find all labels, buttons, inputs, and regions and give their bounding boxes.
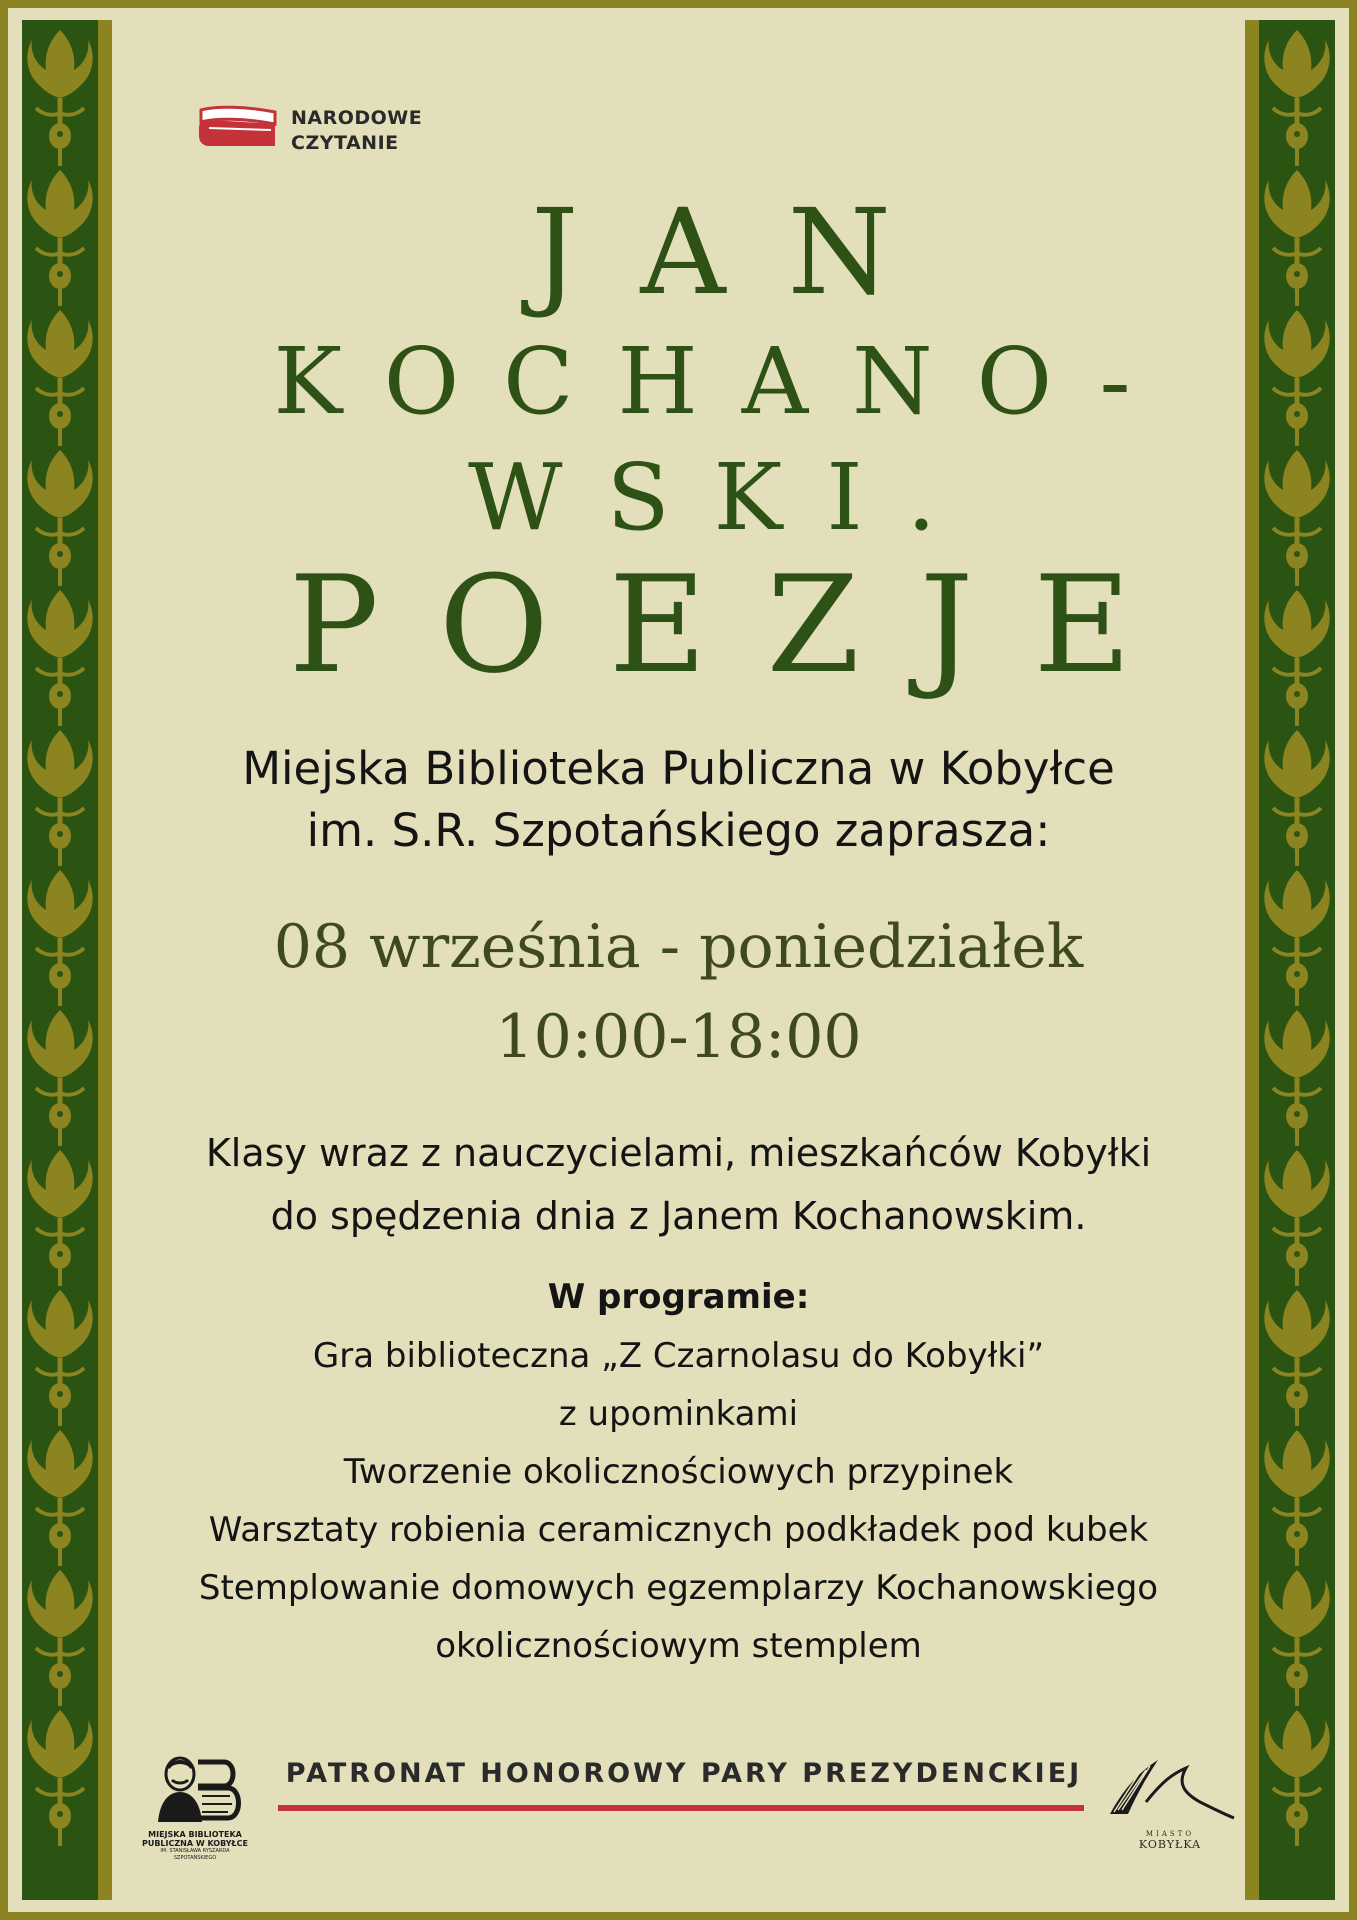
city-logo — [1100, 1752, 1240, 1852]
patronage-text: PATRONAT HONOROWY PARY PREZYDENCKIEJ — [285, 1758, 1083, 1789]
book-logo-icon — [195, 104, 281, 152]
title-line-1: JAN — [531, 183, 953, 321]
title-line-2: KOCHANO- — [273, 328, 1175, 435]
narodowe-czytanie-logo — [195, 104, 455, 156]
narodowe-czytanie-text — [291, 106, 422, 156]
program-item: Tworzenie okolicznościowych przypinek — [343, 1452, 1014, 1492]
library-logo-line-3: IM. STANISŁAWA RYSZARDA SZPOTAŃSKIEGO — [160, 1848, 230, 1861]
quill-logo-icon — [1100, 1752, 1240, 1830]
program-item: Stemplowanie domowych egzemplarzy Kochanowskiego — [198, 1568, 1159, 1608]
city-logo-name: KOBYŁKA — [1138, 1838, 1202, 1851]
city-logo-small-text: MIASTO — [1145, 1830, 1195, 1838]
invitation-line-1: Miejska Biblioteka Publiczna w Kobyłce — [242, 742, 1115, 795]
program-item: z upominkami — [558, 1394, 799, 1434]
event-time: 10:00-18:00 — [495, 1002, 862, 1072]
library-logo-line-2: PUBLICZNA W KOBYŁCE — [141, 1839, 249, 1848]
program-item: okolicznościowym stemplem — [435, 1626, 922, 1666]
title-line-4: POEZJE — [288, 547, 1192, 703]
left-ornament-border — [22, 20, 112, 1900]
library-logo — [140, 1752, 250, 1864]
tulip-ornament-icon — [22, 20, 98, 1900]
classes-line-1: Klasy wraz z nauczycielami, mieszkańców Kobyłki — [205, 1131, 1152, 1175]
program-heading: W programie: — [547, 1277, 810, 1317]
library-logo-text — [140, 1830, 250, 1862]
patronage-underline — [278, 1805, 1084, 1811]
classes-line-2: do spędzenia dnia z Janem Kochanowskim. — [270, 1194, 1087, 1238]
event-date: 08 września - poniedziałek — [273, 912, 1084, 982]
logo-line-1: NARODOWE — [291, 107, 423, 129]
right-ornament-border — [1245, 20, 1335, 1900]
program-item: Warsztaty robienia ceramicznych podkładek pod kubek — [208, 1510, 1149, 1550]
tulip-ornament-icon — [1259, 20, 1335, 1900]
program-item: Gra biblioteczna „Z Czarnolasu do Kobyłki” — [312, 1336, 1045, 1376]
title-line-3: WSKI. — [468, 444, 980, 551]
library-portrait-logo-icon — [140, 1752, 250, 1828]
logo-line-2: CZYTANIE — [291, 132, 399, 154]
library-logo-line-1: MIEJSKA BIBLIOTEKA — [148, 1830, 242, 1839]
invitation-line-2: im. S.R. Szpotańskiego zaprasza: — [306, 804, 1051, 857]
